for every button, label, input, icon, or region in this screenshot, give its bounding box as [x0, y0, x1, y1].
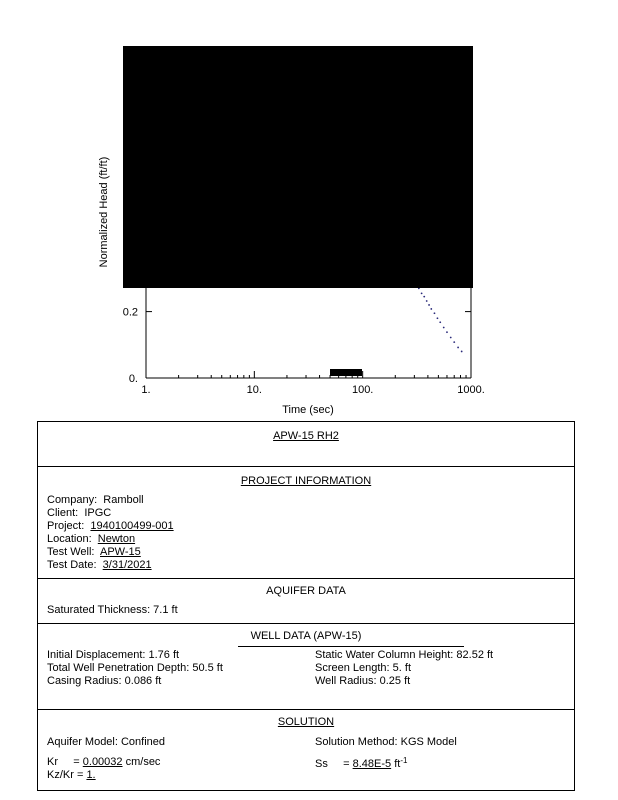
y-tick-label: 0.	[128, 373, 138, 385]
kr-unit: cm/sec	[125, 756, 161, 768]
company-label: Company:	[47, 494, 98, 506]
project-heading: PROJECT INFORMATION	[240, 475, 372, 487]
redaction-box	[123, 46, 473, 288]
kzkr-value: 1.	[86, 769, 96, 781]
data-point	[439, 321, 441, 323]
static-column-height: Static Water Column Height: 82.52 ft	[315, 649, 494, 661]
data-point	[457, 347, 459, 349]
data-point	[430, 308, 432, 310]
title-section	[38, 422, 574, 467]
data-point	[453, 341, 455, 343]
total-penetration: Total Well Penetration Depth: 50.5 ft	[47, 662, 223, 674]
solution-heading: SOLUTION	[277, 716, 335, 728]
x-axis-title: Time (sec)	[282, 404, 334, 416]
x-ticks	[141, 371, 484, 396]
data-point	[437, 317, 439, 319]
x-tick-label: 10.	[246, 384, 262, 396]
kr-row: Kr = 0.00032 cm/sec	[47, 756, 161, 768]
kzkr-row	[47, 769, 96, 782]
y-ticks	[123, 307, 471, 385]
aquifer-heading: AQUIFER DATA	[266, 585, 346, 597]
solution-section	[38, 710, 574, 790]
ss-value: 8.48E-5	[352, 758, 392, 770]
x-tick-label: 1.	[141, 384, 151, 396]
screen-length: Screen Length: 5. ft	[315, 662, 412, 674]
project-section	[38, 467, 574, 579]
test-date-row	[47, 559, 152, 572]
kzkr-label: Kz/Kr =	[47, 769, 84, 781]
company-value: Ramboll	[103, 494, 144, 506]
client-row	[47, 507, 111, 520]
data-point	[434, 312, 436, 314]
saturated-thickness: Saturated Thickness: 7.1 ft	[47, 604, 178, 616]
ss-label: Ss	[315, 758, 328, 770]
kr-value: 0.00032	[82, 756, 123, 768]
aquifer-section	[38, 579, 574, 624]
report-title: APW-15 RH2	[273, 430, 339, 442]
project-value: 1940100499-001	[90, 520, 174, 532]
ss-exponent: -1	[400, 756, 408, 765]
data-point	[421, 292, 423, 294]
data-point	[461, 351, 463, 353]
x-tick-label: 100.	[351, 384, 374, 396]
data-point	[428, 304, 430, 306]
well-section	[38, 624, 574, 710]
y-axis-title: Normalized Head (ft/ft)	[98, 156, 110, 268]
test-date-value: 3/31/2021	[102, 559, 152, 571]
project-label: Project:	[47, 520, 85, 532]
data-point	[443, 327, 445, 329]
client-value: IPGC	[84, 507, 112, 519]
ss-unit: ft	[394, 758, 401, 770]
location-label: Location:	[47, 533, 92, 545]
data-point	[423, 296, 425, 298]
casing-radius: Casing Radius: 0.086 ft	[47, 675, 162, 687]
ss-row: Ss = 8.48E-5 $ft^{-1}$	[315, 756, 408, 770]
well-radius: Well Radius: 0.25 ft	[315, 675, 411, 687]
project-row	[47, 520, 174, 533]
y-tick-label: 0.2	[122, 306, 138, 319]
test-well-label: Test Well:	[47, 546, 95, 558]
location-row	[47, 533, 135, 546]
x-tick-label: 1000.	[457, 384, 485, 396]
data-point	[446, 331, 448, 333]
aquifer-model: Aquifer Model: Confined	[47, 736, 166, 748]
report-table	[37, 421, 575, 791]
location-value: Newton	[97, 533, 136, 545]
solution-method: Solution Method: KGS Model	[315, 736, 457, 748]
test-date-label: Test Date:	[47, 559, 97, 571]
data-point	[426, 300, 428, 302]
initial-displacement: Initial Displacement: 1.76 ft	[47, 649, 180, 661]
baseline-bar	[330, 369, 362, 376]
data-point	[450, 337, 452, 339]
series-points	[418, 287, 463, 352]
company-row	[47, 494, 144, 507]
well-heading: WELL DATA (APW-15)	[250, 630, 362, 642]
kr-label: Kr	[47, 756, 58, 768]
test-well-value: APW-15	[100, 546, 141, 558]
test-well-row	[47, 546, 141, 559]
client-label: Client:	[47, 507, 79, 519]
well-heading-rule	[238, 646, 464, 647]
